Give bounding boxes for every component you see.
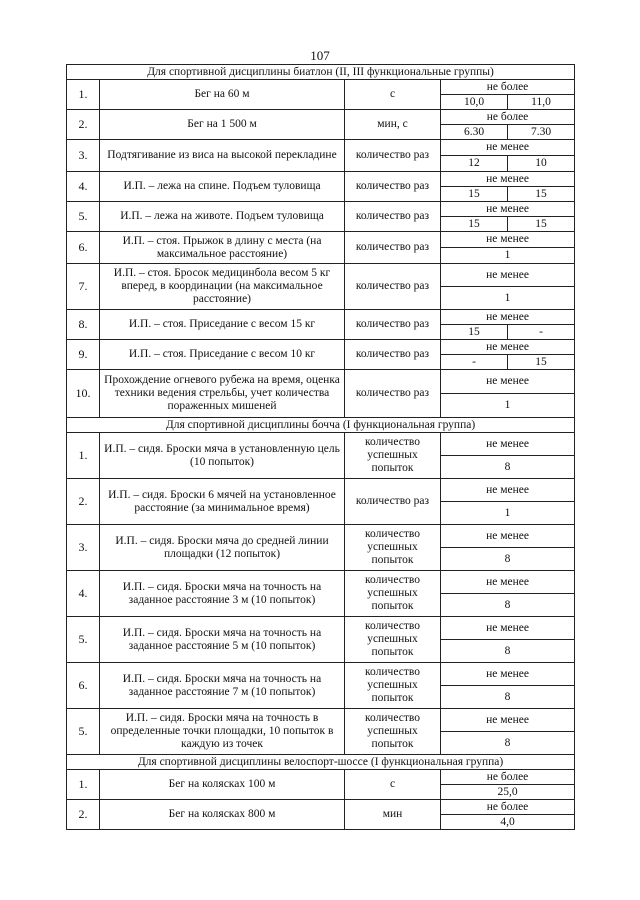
section-title: Для спортивной дисциплины бочча (I функциональная группа) bbox=[67, 418, 575, 433]
table-row bbox=[67, 571, 575, 594]
row-number: 3. bbox=[67, 140, 100, 172]
exercise-cell: И.П. – сидя. Броски мяча в установленную цель (10 попыток) bbox=[100, 433, 345, 479]
row-number: 1. bbox=[67, 770, 100, 800]
value-cell: 15 bbox=[508, 217, 575, 232]
row-number: 6. bbox=[67, 663, 100, 709]
exercise-cell: И.П. – сидя. Броски 6 мячей на установленное расстояние (за минимальное время) bbox=[100, 479, 345, 525]
value-cell: 8 bbox=[441, 640, 575, 663]
value-cell: 15 bbox=[441, 187, 508, 202]
unit-cell: количество успешных попыток bbox=[345, 709, 441, 755]
table-row bbox=[67, 80, 575, 95]
norm-label: не менее bbox=[441, 663, 575, 686]
exercise-cell: И.П. – сидя. Броски мяча на точность на заданное расстояние 7 м (10 попыток) bbox=[100, 663, 345, 709]
row-number: 3. bbox=[67, 525, 100, 571]
table-row bbox=[67, 172, 575, 187]
norm-label: не менее bbox=[441, 202, 575, 217]
value-cell: 11,0 bbox=[508, 95, 575, 110]
table-row bbox=[67, 232, 575, 248]
row-number: 4. bbox=[67, 172, 100, 202]
norm-label: не более bbox=[441, 80, 575, 95]
norm-label: не менее bbox=[441, 433, 575, 456]
row-number: 1. bbox=[67, 80, 100, 110]
table-row bbox=[67, 340, 575, 355]
standards-table bbox=[66, 64, 575, 830]
table-row bbox=[67, 310, 575, 325]
unit-cell: количество раз bbox=[345, 140, 441, 172]
exercise-cell: И.П. – сидя. Броски мяча на точность на заданное расстояние 3 м (10 попыток) bbox=[100, 571, 345, 617]
value-cell: 1 bbox=[441, 502, 575, 525]
row-number: 4. bbox=[67, 571, 100, 617]
table-row bbox=[67, 525, 575, 548]
exercise-cell: Бег на 60 м bbox=[100, 80, 345, 110]
table-row bbox=[67, 140, 575, 156]
row-number: 5. bbox=[67, 617, 100, 663]
unit-cell: с bbox=[345, 770, 441, 800]
exercise-cell: Прохождение огневого рубежа на время, оценка техники ведения стрельбы, учет количества пораженных мишеней bbox=[100, 370, 345, 418]
row-number: 9. bbox=[67, 340, 100, 370]
norm-label: не менее bbox=[441, 571, 575, 594]
value-cell: - bbox=[441, 355, 508, 370]
value-cell: 15 bbox=[441, 325, 508, 340]
norm-label: не менее bbox=[441, 479, 575, 502]
value-cell: - bbox=[508, 325, 575, 340]
value-cell: 8 bbox=[441, 686, 575, 709]
unit-cell: количество раз bbox=[345, 264, 441, 310]
section-title: Для спортивной дисциплины биатлон (II, III функциональные группы) bbox=[67, 65, 575, 80]
exercise-cell: Подтягивание из виса на высокой перекладине bbox=[100, 140, 345, 172]
exercise-cell: Бег на колясках 800 м bbox=[100, 800, 345, 830]
table-row bbox=[67, 433, 575, 456]
value-cell: 7.30 bbox=[508, 125, 575, 140]
row-number: 2. bbox=[67, 110, 100, 140]
unit-cell: количество успешных попыток bbox=[345, 525, 441, 571]
norm-label: не более bbox=[441, 800, 575, 815]
norm-label: не менее bbox=[441, 370, 575, 394]
exercise-cell: И.П. – стоя. Бросок медицинбола весом 5 кг вперед, в координации (на максимальное расстояние) bbox=[100, 264, 345, 310]
row-number: 8. bbox=[67, 310, 100, 340]
norm-label: не более bbox=[441, 770, 575, 785]
norm-label: не менее bbox=[441, 172, 575, 187]
value-cell: 15 bbox=[441, 217, 508, 232]
unit-cell: количество раз bbox=[345, 310, 441, 340]
section-title: Для спортивной дисциплины велоспорт-шоссе (I функциональная группа) bbox=[67, 755, 575, 770]
exercise-cell: И.П. – стоя. Приседание с весом 15 кг bbox=[100, 310, 345, 340]
value-cell: 1 bbox=[441, 287, 575, 310]
exercise-cell: И.П. – сидя. Броски мяча до средней линии площадки (12 попыток) bbox=[100, 525, 345, 571]
row-number: 6. bbox=[67, 232, 100, 264]
value-cell: 15 bbox=[508, 187, 575, 202]
value-cell: 10 bbox=[508, 156, 575, 172]
norm-label: не менее bbox=[441, 264, 575, 287]
value-cell: 10,0 bbox=[441, 95, 508, 110]
unit-cell: количество раз bbox=[345, 232, 441, 264]
value-cell: 8 bbox=[441, 456, 575, 479]
table-row bbox=[67, 800, 575, 815]
unit-cell: количество раз bbox=[345, 370, 441, 418]
exercise-cell: И.П. – лежа на животе. Подъем туловища bbox=[100, 202, 345, 232]
unit-cell: количество раз bbox=[345, 479, 441, 525]
value-cell: 1 bbox=[441, 394, 575, 418]
norm-label: не менее bbox=[441, 709, 575, 732]
norm-label: не менее bbox=[441, 310, 575, 325]
table-row bbox=[67, 202, 575, 217]
value-cell: 25,0 bbox=[441, 785, 575, 800]
table-row bbox=[67, 479, 575, 502]
table-row bbox=[67, 264, 575, 287]
table-row bbox=[67, 709, 575, 732]
exercise-cell: И.П. – лежа на спине. Подъем туловища bbox=[100, 172, 345, 202]
unit-cell: количество успешных попыток bbox=[345, 663, 441, 709]
table-row bbox=[67, 770, 575, 785]
unit-cell: количество раз bbox=[345, 202, 441, 232]
value-cell: 8 bbox=[441, 548, 575, 571]
unit-cell: мин bbox=[345, 800, 441, 830]
table-row bbox=[67, 370, 575, 394]
row-number: 2. bbox=[67, 479, 100, 525]
row-number: 2. bbox=[67, 800, 100, 830]
table-row bbox=[67, 617, 575, 640]
value-cell: 12 bbox=[441, 156, 508, 172]
norm-label: не более bbox=[441, 110, 575, 125]
unit-cell: количество успешных попыток bbox=[345, 571, 441, 617]
unit-cell: количество раз bbox=[345, 172, 441, 202]
value-cell: 6.30 bbox=[441, 125, 508, 140]
section-header-row bbox=[67, 755, 575, 770]
section-header-row bbox=[67, 65, 575, 80]
table-row bbox=[67, 110, 575, 125]
norm-label: не менее bbox=[441, 232, 575, 248]
norm-label: не менее bbox=[441, 525, 575, 548]
row-number: 5. bbox=[67, 709, 100, 755]
norm-label: не менее bbox=[441, 140, 575, 156]
table-row bbox=[67, 663, 575, 686]
exercise-cell: И.П. – сидя. Броски мяча на точность на заданное расстояние 5 м (10 попыток) bbox=[100, 617, 345, 663]
page-number: 107 bbox=[310, 48, 330, 63]
row-number: 10. bbox=[67, 370, 100, 418]
value-cell: 4,0 bbox=[441, 815, 575, 830]
row-number: 1. bbox=[67, 433, 100, 479]
row-number: 7. bbox=[67, 264, 100, 310]
value-cell: 1 bbox=[441, 248, 575, 264]
exercise-cell: Бег на колясках 100 м bbox=[100, 770, 345, 800]
exercise-cell: И.П. – стоя. Приседание с весом 10 кг bbox=[100, 340, 345, 370]
value-cell: 8 bbox=[441, 594, 575, 617]
unit-cell: количество успешных попыток bbox=[345, 617, 441, 663]
unit-cell: мин, с bbox=[345, 110, 441, 140]
unit-cell: с bbox=[345, 80, 441, 110]
norm-label: не менее bbox=[441, 340, 575, 355]
row-number: 5. bbox=[67, 202, 100, 232]
section-header-row bbox=[67, 418, 575, 433]
unit-cell: количество успешных попыток bbox=[345, 433, 441, 479]
exercise-cell: И.П. – сидя. Броски мяча на точность в определенные точки площадки, 10 попыток в каждую из точек bbox=[100, 709, 345, 755]
value-cell: 8 bbox=[441, 732, 575, 755]
unit-cell: количество раз bbox=[345, 340, 441, 370]
value-cell: 15 bbox=[508, 355, 575, 370]
exercise-cell: И.П. – стоя. Прыжок в длину с места (на максимальное расстояние) bbox=[100, 232, 345, 264]
norm-label: не менее bbox=[441, 617, 575, 640]
exercise-cell: Бег на 1 500 м bbox=[100, 110, 345, 140]
